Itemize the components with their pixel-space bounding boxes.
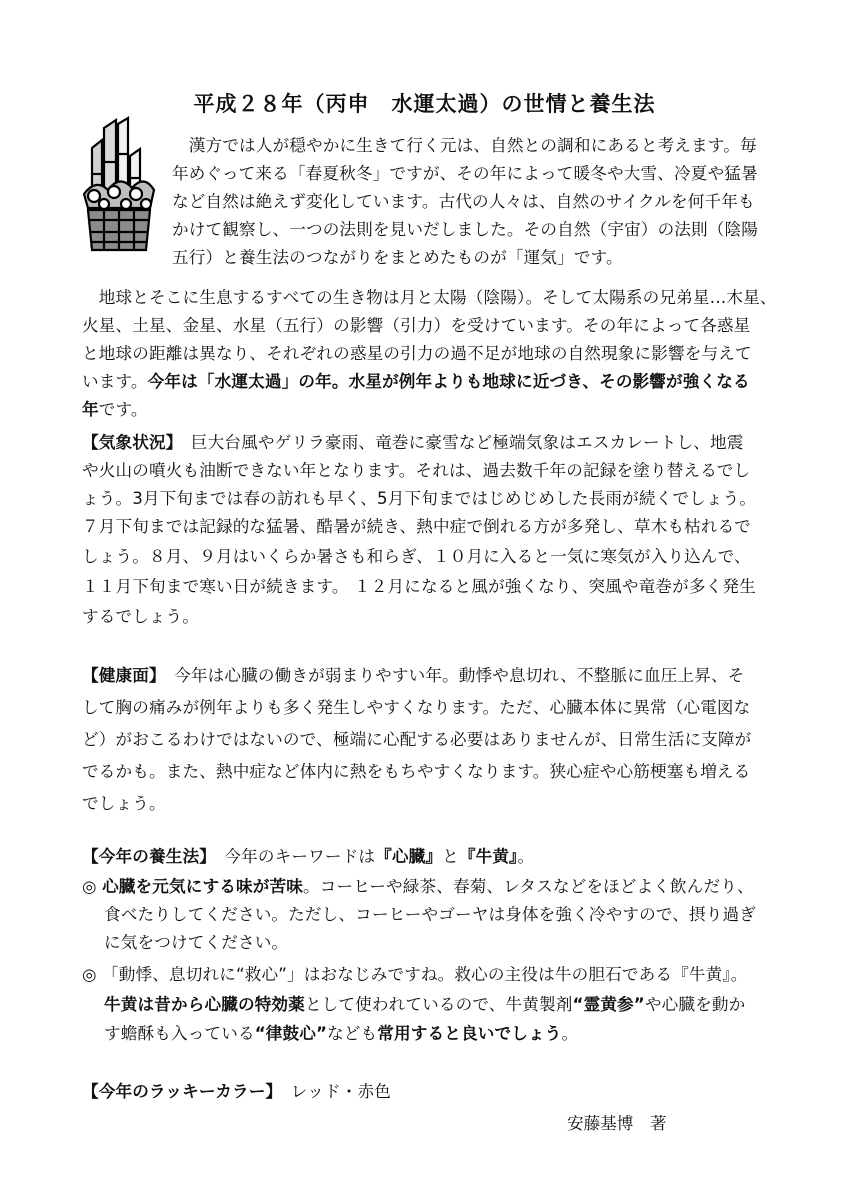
- paragraph-line: するでしょう。: [82, 607, 200, 626]
- section-heading: 【気象状況】: [82, 433, 175, 452]
- paragraph-line: して胸の痛みが例年よりも多く発生しやすくなります。ただ、心臓本体に異常（心電図な: [82, 698, 751, 717]
- text: 。: [561, 1024, 579, 1043]
- lucky-color: [82, 1081, 391, 1103]
- kadomatsu-icon: [78, 116, 160, 254]
- paragraph-line: と地球の距離は異なり、それぞれの惑星の引力の過不足が地球の自然現象に影響を与えて: [82, 344, 752, 363]
- paragraph-line: ょう。3月下旬までは春の訪れも早く、5月下旬まではじめじめした長雨が続くでしょう。: [82, 489, 757, 508]
- text: として使われているので、牛黄製剤: [304, 995, 573, 1014]
- emphasis-text: 心臓を元気にする味が苦味: [102, 877, 303, 896]
- text: 巨大台風やゲリラ豪雨、竜巻に豪雪など極端気象はエスカレートし、地震: [174, 433, 744, 452]
- paragraph-line: １１月下旬まで寒い日が続きます。 １２月になると風が強くなり、突風や竜巻が多く発生: [82, 577, 756, 596]
- bullet-item: ◎ 「動悸、息切れに“救心”」はおなじみですね。救心の主役は牛の胆石である『牛黄』。: [82, 965, 748, 984]
- page-title: 平成２８年（丙申 水運太過）の世情と養生法: [193, 92, 656, 116]
- text: います。: [82, 372, 148, 391]
- text: 。: [517, 847, 535, 866]
- yojo-section: [82, 846, 534, 868]
- paragraph-line: [82, 371, 750, 393]
- paragraph-line: ７月下旬までは記録的な猛暑、酷暑が続き、熱中症で倒れる方が多発し、草木も枯れるで: [82, 517, 751, 536]
- bullet-line: [104, 1023, 578, 1045]
- text: す蟾酥も入っている: [104, 1024, 255, 1043]
- intro-line: など自然は絶えず変化しています。古代の人々は、自然のサイクルを何千年も: [172, 192, 755, 211]
- author: 安藤基博 著: [567, 1114, 667, 1133]
- paragraph-line: [82, 399, 148, 421]
- intro-line: 漢方では人が穏やかに生きて行く元は、自然との調和にあると考えます。毎: [172, 136, 757, 155]
- weather-section: [82, 432, 743, 454]
- bullet-mark: ◎: [82, 877, 103, 896]
- section-heading: 【今年の養生法】: [82, 847, 208, 866]
- paragraph-line: でしょう。: [82, 794, 166, 813]
- product-name: “律鼓心”: [254, 1024, 328, 1043]
- text: なども: [327, 1024, 378, 1043]
- intro-line: 年めぐって来る「春夏秋冬」ですが、その年によって暖冬や大雪、冷夏や猛暑: [172, 164, 758, 183]
- paragraph-line: ど）がおこるわけではないので、極端に心配する必要はありませんが、日常生活に支障が: [82, 730, 752, 749]
- intro-line: 五行）と養生法のつながりをまとめたものが「運気」です。: [172, 248, 623, 267]
- emphasis-text: 牛黄は昔から心臓の特効薬: [104, 995, 305, 1014]
- section-heading: 【健康面】: [82, 666, 158, 685]
- bullet-item: [82, 876, 754, 898]
- section-heading: 【今年のラッキーカラー】: [82, 1082, 274, 1101]
- bullet-line: 食べたりしてください。ただし、コーヒーやゴーヤは身体を強く冷やすので、摂り過ぎ: [104, 905, 757, 924]
- keyword-heart: 『心臓』: [375, 847, 443, 866]
- paragraph-line: しょう。８月、９月はいくらか暑さも和らぎ、１０月に入ると一気に寒気が入り込んで、: [82, 547, 751, 566]
- bullet-line: [104, 994, 745, 1016]
- text: と: [442, 847, 459, 866]
- emphasis-text: 今年は「水運太過」の年。水星が例年よりも地球に近づき、その影響が強くなる: [147, 372, 750, 391]
- text: です。: [98, 400, 148, 419]
- text: 今年は心臓の働きが弱まりやすい年。動悸や息切れ、不整脈に血圧上昇、そ: [157, 666, 745, 685]
- keyword-gyuo: 『牛黄』: [458, 847, 518, 866]
- bullet-line: に気をつけてください。: [104, 933, 289, 952]
- lucky-color-value: レッド・赤色: [273, 1082, 392, 1101]
- paragraph-line: や火山の噴火も油断できない年となります。それは、過去数千年の記録を塗り替えるでし: [82, 461, 751, 480]
- paragraph-line: 火星、土星、金星、水星（五行）の影響（引力）を受けています。その年によって各惑星: [82, 316, 751, 335]
- paragraph-line: 地球とそこに生息するすべての生き物は月と太陽（陰陽）。そして太陽系の兄弟星…木星、: [82, 288, 777, 307]
- text: 。コーヒーや緑茶、春菊、レタスなどをほどよく飲んだり、: [303, 877, 754, 896]
- text: や心臓を動か: [644, 995, 746, 1014]
- intro-line: かけて観察し、一つの法則を見いだしました。その自然（宇宙）の法則（陰陽: [172, 220, 759, 239]
- product-name: “霊黄参”: [572, 995, 645, 1014]
- health-section: [82, 665, 744, 687]
- emphasis-text: 年: [82, 400, 99, 419]
- text: 今年のキーワードは: [207, 847, 376, 866]
- emphasis-text: 常用すると良いでしょう: [377, 1024, 562, 1043]
- paragraph-line: でるかも。また、熱中症など体内に熱をもちやすくなります。狭心症や心筋梗塞も増える: [82, 762, 751, 781]
